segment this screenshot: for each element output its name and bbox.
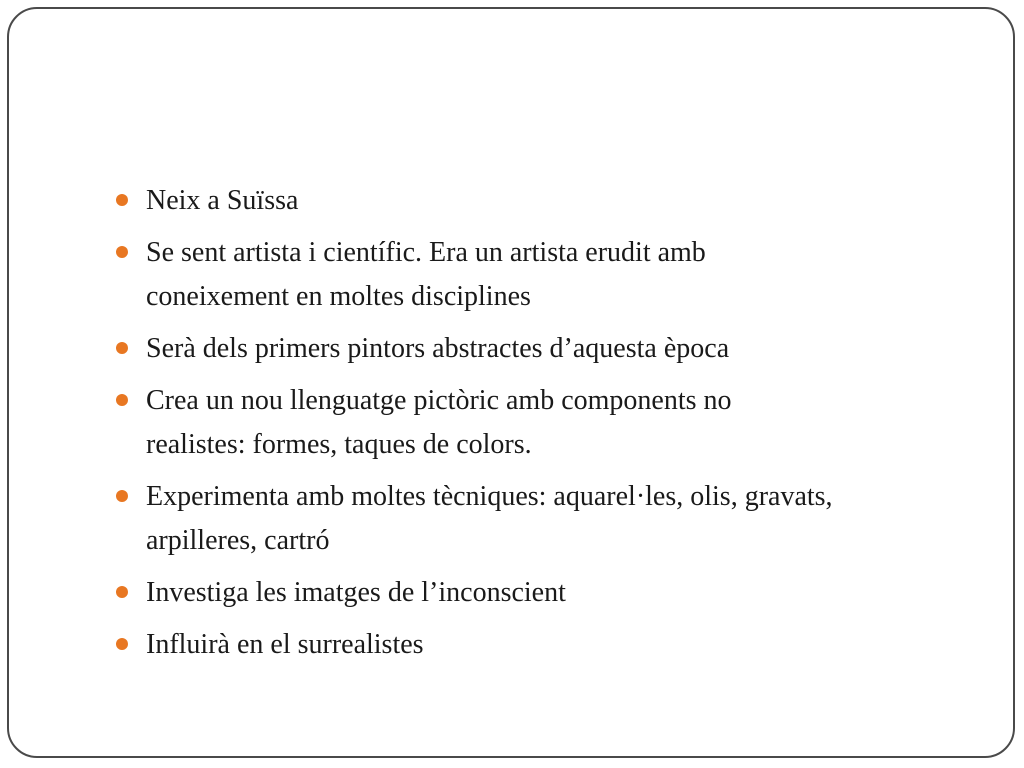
bullet-dot-icon [116, 638, 128, 650]
bullet-text: Neix a Suïssa [146, 185, 299, 216]
bullet-text: Influirà en el surrealistes [146, 629, 424, 660]
bullet-dot-icon [116, 246, 128, 258]
bullet-text: Experimenta amb moltes tècniques: aquarel·les, olis, gravats, arpilleres, cartró [146, 481, 833, 556]
bullet-text: Investiga les imatges de l’inconscient [146, 577, 566, 608]
bullet-dot-icon [116, 490, 128, 502]
bullet-item [9, 231, 1017, 319]
bullet-text: Crea un nou llenguatge pictòric amb components no realistes: formes, taques de colors. [146, 385, 732, 460]
bullet-item [9, 379, 1017, 467]
bullet-item [9, 623, 1017, 667]
bullet-dot-icon [116, 194, 128, 206]
bullet-text: Serà dels primers pintors abstractes d’aquesta època [146, 333, 730, 364]
bullet-item [9, 327, 1017, 371]
slide [7, 7, 1015, 758]
bullet-text: Se sent artista i científic. Era un artista erudit amb coneixement en moltes disciplines [146, 237, 706, 312]
bullet-item [9, 475, 1017, 563]
bullet-item [9, 571, 1017, 615]
bullet-item [9, 179, 1017, 223]
bullet-list [9, 179, 1017, 675]
bullet-dot-icon [116, 394, 128, 406]
bullet-dot-icon [116, 342, 128, 354]
bullet-dot-icon [116, 586, 128, 598]
